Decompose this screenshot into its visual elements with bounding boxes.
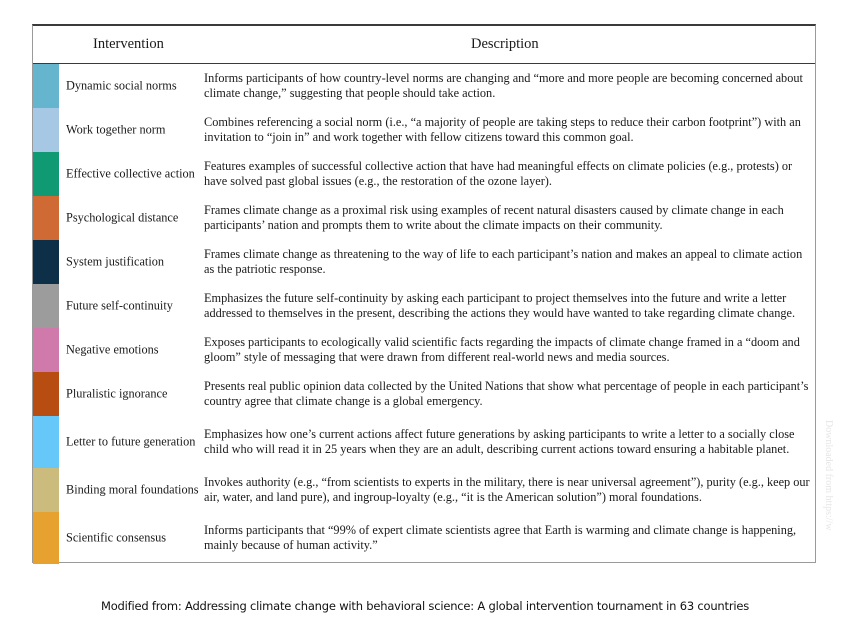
intervention-description: Presents real public opinion data collected by the United Nations that show what percentage of people in each participant’s country agree that climate change is a global emergency.	[204, 379, 809, 408]
intervention-name: Scientific consensus	[66, 530, 167, 545]
color-swatch	[33, 240, 59, 284]
intervention-name: Letter to future generation	[66, 434, 196, 449]
header-description: Description	[471, 36, 539, 52]
intervention-description: Features examples of successful collective action that have had meaningful effects on climate policies (e.g., protests) or have solved past global issues (e.g., the restoration of the ozone layer).	[204, 159, 793, 188]
intervention-description: Informs participants of how country-level norms are changing and “more and more people are becoming concerned about climate change,” suggesting that people should take action.	[204, 71, 803, 100]
source-caption: Modified from: Addressing climate change with behavioral science: A global intervention tournament in 63 countries	[100, 599, 750, 613]
intervention-name: Work together norm	[66, 122, 166, 137]
intervention-name: Future self-continuity	[66, 298, 173, 313]
intervention-name: System justification	[66, 254, 165, 269]
color-swatch	[33, 152, 59, 196]
table-row	[33, 108, 815, 152]
header-intervention: Intervention	[93, 36, 164, 52]
table-row	[33, 512, 815, 564]
intervention-description: Invokes authority (e.g., “from scientists to experts in the military, there is near universal agreement”), purity (e.g., keep our air, water, and land pure), and ingroup-loyalty (e.g., “it is the American solution”) moral foundations.	[204, 475, 810, 504]
intervention-name: Dynamic social norms	[66, 78, 177, 93]
color-swatch	[33, 372, 59, 416]
color-swatch	[33, 284, 59, 328]
intervention-description: Exposes participants to ecologically valid scientific facts regarding the impacts of climate change framed in a “doom and gloom” style of messaging that were drawn from different real-world news and media sources.	[204, 335, 800, 364]
intervention-name: Psychological distance	[66, 210, 179, 225]
interventions-table	[32, 24, 816, 563]
intervention-description: Emphasizes the future self-continuity by asking each participant to project themselves into the future and write a letter addressed to themselves in the present, describing the actions they would have wanted to take regarding climate change.	[204, 291, 796, 320]
color-swatch	[33, 328, 59, 372]
color-swatch	[33, 64, 59, 108]
color-swatch	[33, 196, 59, 240]
table-header	[33, 26, 815, 64]
table-row	[33, 416, 815, 468]
color-swatch	[33, 468, 59, 512]
intervention-name: Negative emotions	[66, 342, 159, 357]
color-swatch	[33, 416, 59, 468]
table-row	[33, 284, 815, 328]
intervention-name: Binding moral foundations	[66, 482, 199, 497]
intervention-description: Frames climate change as a proximal risk using examples of recent natural disasters caused by climate change in each participants’ nation and prompts them to write about the climate impacts on their community.	[204, 203, 784, 232]
intervention-description: Informs participants that “99% of expert climate scientists agree that Earth is warming and climate change is happening, mainly because of human activity.”	[204, 523, 797, 552]
table-row	[33, 328, 815, 372]
table-row	[33, 152, 815, 196]
color-swatch	[33, 512, 59, 564]
intervention-name: Pluralistic ignorance	[66, 386, 168, 401]
table-row	[33, 196, 815, 240]
table-row	[33, 468, 815, 512]
intervention-description: Combines referencing a social norm (i.e., “a majority of people are taking steps to reduce their carbon footprint”) with an invitation to “join in” and work together with fellow citizens toward this common goal.	[204, 115, 801, 144]
intervention-name: Effective collective action	[66, 166, 195, 181]
color-swatch	[33, 108, 59, 152]
intervention-description: Frames climate change as threatening to the way of life to each participant’s nation and makes an appeal to climate action as the patriotic response.	[204, 247, 803, 276]
table-row	[33, 64, 815, 108]
table-row	[33, 240, 815, 284]
table-row	[33, 372, 815, 416]
table-body	[33, 64, 815, 564]
intervention-description: Emphasizes how one’s current actions affect future generations by asking participants to write a letter to a socially close child who will read it in 25 years when they are an adult, describing current actions toward ensuring a habitable planet.	[204, 427, 795, 456]
download-watermark: Downloaded from https://w	[823, 420, 834, 531]
